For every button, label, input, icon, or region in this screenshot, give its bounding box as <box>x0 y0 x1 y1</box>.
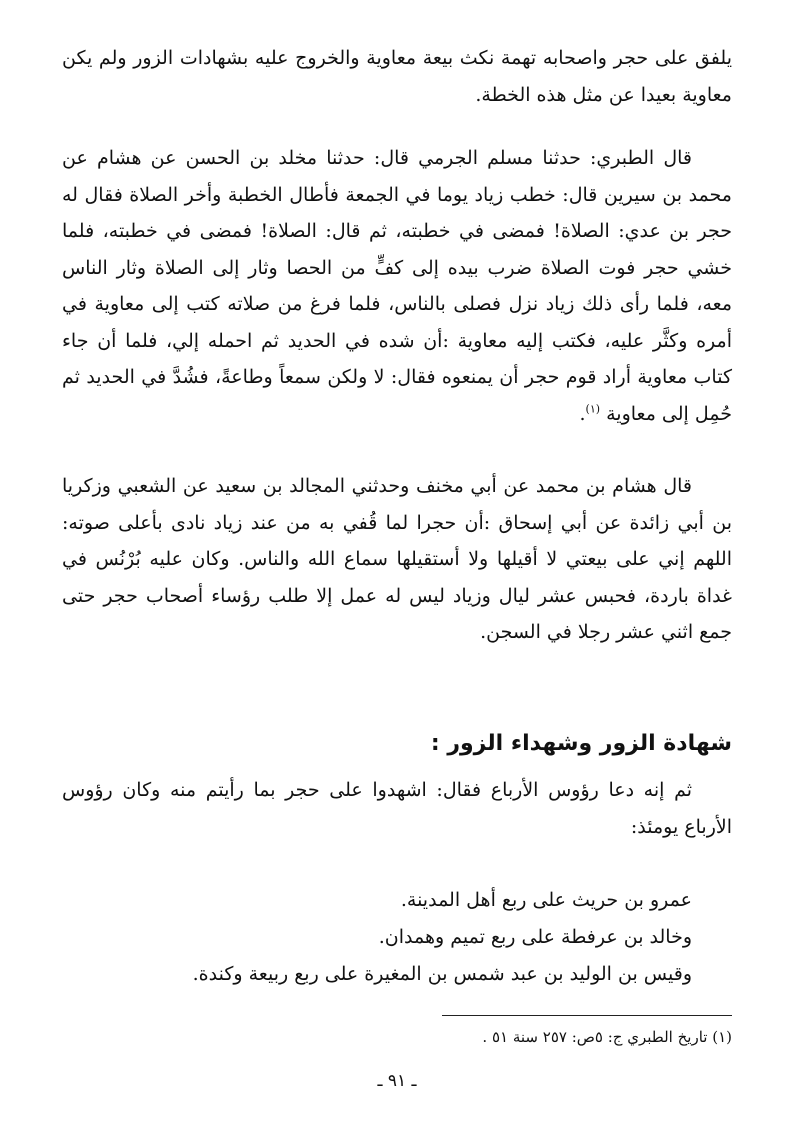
page-content <box>62 40 732 1120</box>
paragraph-quarters-heads: ثم إنه دعا رؤوس الأرباع فقال: اشهدوا على حجر بما رأيتم منه وكان رؤوس الأرباع يومئذ: <box>62 779 732 838</box>
paragraph-hisham-narration: قال هشام بن محمد عن أبي مخنف وحدثني المجالد بن سعيد عن الشعبي وزكريا بن أبي زائدة عن أبي إسحاق :أن حجرا لما قُفي به من عند زياد نادى بأعلى صوته: اللهم إني على بيعتي لا أقيلها ولا أستقيلها سماع الله والناس. وكان عليه بُرْنُس في غداة باردة، فحبس عشر ليال وزياد ليس له عمل إلا طلب رؤساء أصحاب حجر حتى جمع اثني عشر رجلا في السجن. <box>62 475 732 643</box>
section-heading: شهادة الزور وشهداء الزور : <box>430 731 732 757</box>
footnote-divider <box>442 1015 732 1016</box>
list-item: وقيس بن الوليد بن عبد شمس بن المغيرة على ربع ربيعة وكندة. <box>192 963 692 985</box>
quarters-list <box>62 882 732 993</box>
page-number: ـ ٩١ ـ <box>377 1071 417 1091</box>
paragraph-tabari-text: قال الطبري: حدثنا مسلم الجرمي قال: حدثنا مخلد بن الحسن عن هشام عن محمد بن سيرين قال: خطب زياد يوما في الجمعة فأطال الخطبة وأخر الصلاة فقال له حجر بن عدي: الصلاة! فمضى في خطبته، ثم قال: الصلاة! فمضى في خطبته، فلما خشي حجر فوت الصلاة ضرب بيده إلى كفٍّ من الحصا وثار إلى الصلاة وثار الناس معه، فلما رأى ذلك زياد نزل فصلى بالناس، فلما فرغ من صلاته كتب إلى معاوية في أمره وكثَّر عليه، فكتب إليه معاوية :أن شده في الحديد ثم احمله إلي، فلما أن جاء كتاب معاوية أراد قوم حجر أن يمنعوه فقال: لا ولكن سمعاً وطاعةً، فشُدَّ في الحديد ثم حُمِل إلى معاوية <box>62 147 732 425</box>
footnote-marker[interactable]: (١) <box>585 402 601 416</box>
list-item: وخالد بن عرفطة على ربع تميم وهمدان. <box>378 926 692 948</box>
paragraph-intro: يلفق على حجر واصحابه تهمة نكث بيعة معاوية والخروج عليه بشهادات الزور ولم يكن معاوية بعيدا عن مثل هذه الخطة. <box>62 47 732 106</box>
footnote: (١) تاريخ الطبري ج: ٥ص: ٢٥٧ سنة ٥١ . <box>482 1028 732 1046</box>
paragraph-tabari-narration: قال الطبري: حدثنا مسلم الجرمي قال: حدثنا مخلد بن الحسن عن هشام عن محمد بن سيرين قال: خطب زياد يوما في الجمعة فأطال الخطبة وأخر الصلاة فقال له حجر بن عدي: الصلاة! فمضى في خطبته، ثم قال: الصلاة! فمضى في خطبته، فلما خشي حجر فوت الصلاة ضرب بيده إلى كفٍّ من الحصا وثار إلى الصلاة وثار الناس معه، فلما رأى ذلك زياد نزل فصلى بالناس، فلما فرغ من صلاته كتب إلى معاوية في أمره وكثَّر عليه، فكتب إليه معاوية :أن شده في الحديد ثم احمله إلي، فلما أن جاء كتاب معاوية أراد قوم حجر أن يمنعوه فقال: لا ولكن سمعاً وطاعةً، فشُدَّ في الحديد ثم حُمِل إلى معاوية $^{(١)}$. <box>62 147 732 425</box>
list-item: عمرو بن حريث على ربع أهل المدينة. <box>400 889 692 911</box>
